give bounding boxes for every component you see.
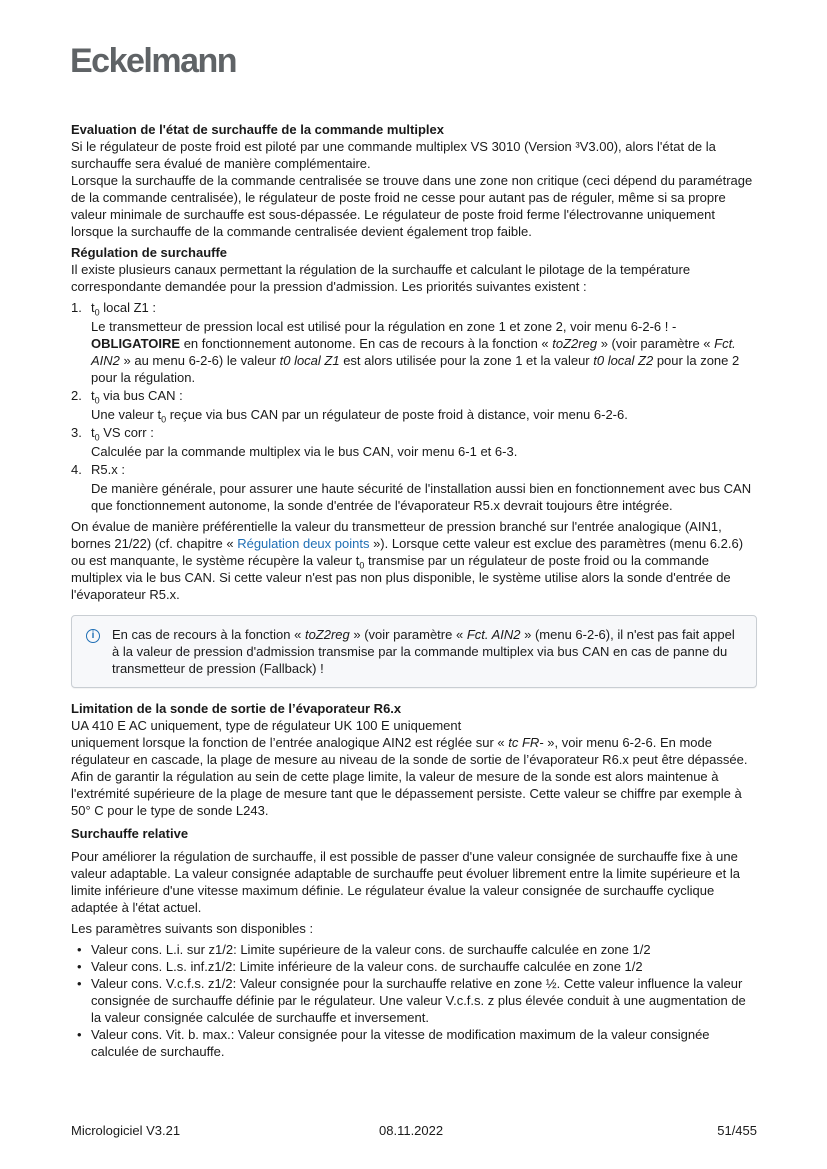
list-number: 3.: [71, 425, 82, 440]
paragraph: Si le régulateur de poste froid est piloté par une commande multiplex VS 3010 (Version ³V3.00), alors l'état de la surchauffe sera évalué de manière complémentaire.: [71, 139, 716, 171]
bullet: •: [77, 942, 82, 957]
text: On évalue de manière préférentielle la valeur du transmetteur de pression branché sur l'entrée analogique (AIN1, bornes 21/22) (cf. chapitre «: [71, 519, 722, 551]
list-item: [71, 461, 757, 514]
list-item-body: [91, 318, 757, 386]
section-heading-regulation: Régulation de surchauffe: [71, 245, 228, 260]
italic-text: Fct. AIN2: [466, 627, 521, 642]
subscript: 0: [94, 432, 100, 443]
text: » au menu 6-2-6) le valeur: [119, 353, 280, 368]
list-item-title: [91, 300, 156, 318]
footer-version: Micrologiciel V3.21: [71, 1123, 181, 1138]
italic-text: t0 local Z1: [279, 353, 340, 368]
list-item: [71, 941, 757, 958]
text: Valeur cons. L.i. sur z1/2: Limite supérieure de la valeur cons. de surchauffe calculée en zone 1/2: [91, 942, 651, 957]
text: local Z1 :: [99, 300, 156, 315]
list-item: [71, 1026, 757, 1060]
list-item: [71, 975, 757, 1026]
text: t: [91, 300, 95, 315]
text: t: [91, 425, 95, 440]
italic-text: toZ2reg: [304, 627, 350, 642]
footer-date: 08.11.2022: [379, 1123, 444, 1138]
list-item: [71, 387, 757, 423]
italic-text: tc FR-: [508, 735, 544, 750]
list-item-title: R5.x :: [91, 462, 125, 477]
bullet: •: [77, 976, 82, 991]
text: reçue via bus CAN par un régulateur de poste froid à distance, voir menu 6-2-6.: [166, 407, 628, 422]
text: »). Lorsque cette valeur est exclue des paramètres (menu 6.2.6) ou est manquante, le système récupère la valeur t: [71, 536, 744, 568]
text: Valeur cons. L.s. inf.z1/2: Limite inférieure de la valeur cons. de surchauffe calculée en zone 1/2: [91, 959, 643, 974]
text: uniquement lorsque la fonction de l’entrée analogique AIN2 est réglée sur «: [71, 735, 509, 750]
list-item-body: De manière générale, pour assurer une haute sécurité de l'installation aussi bien en fonctionnement avec bus CAN que fonctionnement autonome, la sonde d'entrée de l'évaporateur R5.x devrait toujours être intégrée.: [91, 481, 752, 513]
italic-text: t0 local Z2: [593, 353, 654, 368]
list-number: 1.: [71, 300, 82, 315]
list-item-title: [91, 388, 183, 406]
list-item: [71, 424, 757, 460]
info-icon: i: [86, 629, 100, 643]
paragraph: Les paramètres suivants son disponibles :: [71, 921, 314, 936]
text: en fonctionnement autonome. En cas de recours à la fonction «: [180, 336, 553, 351]
bullet: •: [77, 959, 82, 974]
subscript: 0: [94, 307, 100, 318]
priority-list: [71, 299, 757, 514]
italic-text: Fct. AIN2: [91, 336, 736, 368]
paragraph: Pour améliorer la régulation de surchauffe, il est possible de passer d'une valeur consignée de surchauffe fixe à une valeur adaptable. La valeur consignée adaptable de surchauffe peut évoluer librement entre la limite supérieure et la limite inférieure d'une vitesse maximum définie. Le régulateur évalue la valeur consignée de surchauffe cyclique adaptée à l'état actuel.: [71, 849, 740, 915]
italic-text: toZ2reg: [552, 336, 598, 351]
text: Une valeur t: [91, 407, 162, 422]
section-heading-limitation: Limitation de la sonde de sortie de l’évaporateur R6.x: [71, 701, 402, 716]
text: pour la zone 2 pour la régulation.: [91, 353, 740, 385]
info-note: [71, 615, 757, 688]
text: Valeur cons. Vit. b. max.: Valeur consignée pour la vitesse de modification maximum de la valeur consignée calculée de surchauffe.: [91, 1027, 710, 1059]
text: transmise par un régulateur de poste froid ou la commande multiplex via le bus CAN. Si cette valeur n'est pas non plus disponible, le système utilise alors la sonde d'entrée de l'évaporateur R5.x.: [71, 553, 731, 602]
eckelmann-logo: Eckelmann: [70, 42, 237, 80]
link-regulation-deux-points[interactable]: Régulation deux points: [237, 536, 370, 551]
list-item-body: Calculée par la commande multiplex via le bus CAN, voir menu 6-1 et 6-3.: [91, 444, 518, 459]
list-item: [71, 958, 757, 975]
list-item-body: [91, 406, 757, 423]
parameter-list: [71, 941, 757, 1060]
text: » (voir paramètre «: [597, 336, 715, 351]
paragraph: [71, 518, 757, 603]
page-content: [71, 121, 757, 1060]
text: Valeur cons. V.c.f.s. z1/2: Valeur consignée pour la surchauffe relative en zone ½. Cette valeur influence la valeur consignée de surchauffe définie par le régulateur. Une valeur V.c.f.s. z plus élevée conduit à une augmentation de la valeur consignée calculée de surchauffe et inversement.: [91, 976, 746, 1025]
text: En cas de recours à la fonction «: [112, 627, 305, 642]
section-heading-surchauffe-relative: Surchauffe relative: [71, 826, 189, 841]
list-number: 4.: [71, 462, 82, 477]
text: t: [91, 388, 95, 403]
text: VS corr :: [99, 425, 154, 440]
text: » (menu 6-2-6), il n'est pas fait appel à la valeur de pression d'admission transmise par la commande multiplex via bus CAN en cas de panne du transmetteur de pression (Fallback) !: [112, 627, 735, 676]
footer-page-number: 51/455: [717, 1123, 757, 1138]
text: via bus CAN :: [99, 388, 183, 403]
list-item-title: [91, 425, 154, 443]
paragraph: Il existe plusieurs canaux permettant la régulation de la surchauffe et calculant le pilotage de la température correspondante demandée pour la pression d'admission. Les priorités suivantes existent :: [71, 262, 691, 294]
text: » (voir paramètre «: [349, 627, 467, 642]
subscript: 0: [94, 395, 100, 406]
text: Le transmetteur de pression local est utilisé pour la régulation en zone 1 et zone 2, voir menu 6-2-6 ! -: [91, 319, 677, 334]
subscript: 0: [359, 560, 365, 571]
text: est alors utilisée pour la zone 1 et la valeur: [339, 353, 594, 368]
paragraph: Lorsque la surchauffe de la commande centralisée se trouve dans une zone non critique (ceci dépend du paramétrage de la commande centralisée), le régulateur de poste froid ne cesse pour autant pas de réguler, même si sa propre valeur minimale de surchauffe est sous-dépassée. Le régulateur de poste froid ferme l'électrovanne uniquement lorsque la surchauffe de la commande centralisée devient également trop faible.: [71, 173, 753, 239]
paragraph: UA 410 E AC uniquement, type de régulateur UK 100 E uniquement: [71, 718, 462, 733]
text: », voir menu 6-2-6. En mode régulateur en cascade, la plage de mesure au niveau de la sonde de sortie de l’évaporateur R6.x peut être dépassée. Afin de garantir la régulation au sein de cette plage limite, la valeur de mesure de la sonde est alors maintenue à l'extrémité supérieure de la plage de mesure tant que le dépassement persiste. Cette valeur se chiffre par exemple à 50° C pour le type de sonde L243.: [71, 735, 748, 818]
paragraph: [71, 734, 757, 819]
subscript: 0: [161, 414, 167, 425]
list-item: [71, 299, 757, 386]
list-number: 2.: [71, 388, 82, 403]
section-heading-evaluation: Evaluation de l'état de surchauffe de la commande multiplex: [71, 122, 444, 137]
bullet: •: [77, 1027, 82, 1042]
bold-text: OBLIGATOIRE: [91, 336, 181, 351]
